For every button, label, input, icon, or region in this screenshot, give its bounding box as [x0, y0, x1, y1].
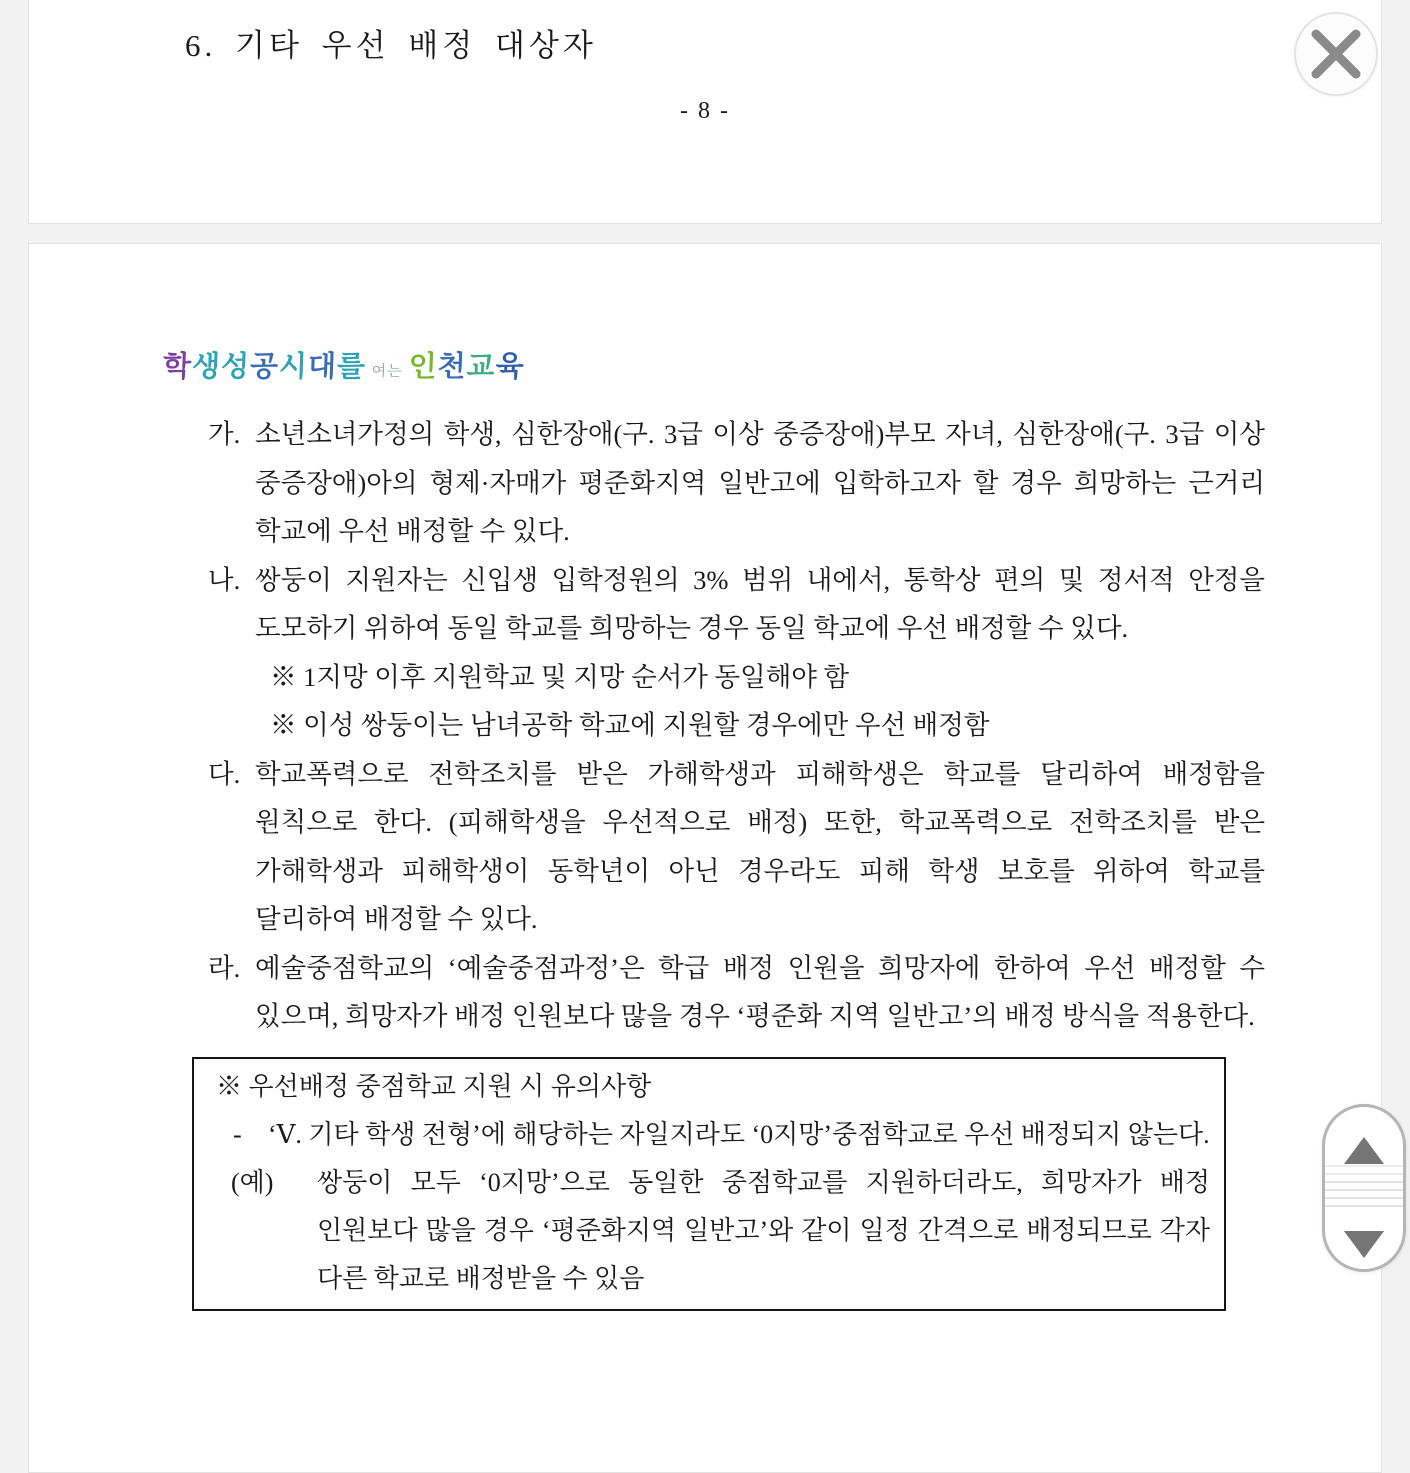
close-button[interactable] [1294, 12, 1378, 96]
logo-text-part: 시 [278, 349, 309, 383]
page-number: - 8 - [680, 98, 730, 124]
list-item-text: 소년소녀가정의 학생, 심한장애(구. 3급 이상 중증장애)부모 자녀, 심한장애(구. 3급 이상 중증장애)아의 형제·자매가 평준화지역 일반고에 입학하고자 할 경우 희망하는 근거리 학교에 우선 배정할 수 있다. [255, 419, 1265, 546]
triangle-down-icon [1344, 1231, 1384, 1258]
logo-text-part: 학 [162, 349, 193, 383]
list-item-label: 다. [208, 758, 241, 789]
notice-rule-label: - [233, 1119, 242, 1149]
list-item-ga [208, 410, 1265, 556]
notice-rule-text: 쌍둥이 모두 ‘0지망’으로 동일한 중점학교를 지원하더라도, 희망자가 배정 인원보다 많을 경우 ‘평준화지역 일반고’와 같이 일정 간격으로 배정되므로 각자 다른 학교로 배정받을 수 있음 [317, 1167, 1210, 1293]
list-item-text: 예술중점학교의 ‘예술중점과정’은 학급 배정 인원을 희망자에 한하여 우선 배정할 수 있으며, 희망자가 배정 인원보다 많을 경우 ‘평준화 지역 일반고’의 배정 방식을 적용한다. [255, 952, 1265, 1031]
sub-note: ※ 이성 쌍둥이는 남녀공학 학교에 지원할 경우에만 우선 배정함 [270, 710, 990, 740]
logo-text-part: 육 [495, 349, 526, 383]
triangle-up-icon [1344, 1137, 1384, 1164]
notice-box-rule [233, 1111, 1210, 1159]
page-previous [28, 0, 1382, 224]
notice-rule-text: ‘Ⅴ. 기타 학생 전형’에 해당하는 자일지라도 ‘0지망’중점학교로 우선 배정되지 않는다. [268, 1119, 1210, 1149]
page-current [28, 243, 1382, 1473]
scroll-grip[interactable] [1325, 1165, 1403, 1209]
document-body [29, 410, 1381, 1311]
logo-text-part: 천 [436, 349, 468, 383]
notice-rule-label: (예) [231, 1167, 274, 1197]
logo-text-part: 대 [307, 349, 338, 383]
scroll-down-button[interactable] [1325, 1213, 1403, 1265]
notice-box-title: ※ 우선배정 중점학교 지원 시 유의사항 [216, 1071, 652, 1101]
logo-text-part: 교 [466, 349, 497, 383]
list-item-text: 학교폭력으로 전학조치를 받은 가해학생과 피해학생은 학교를 달리하여 배정함을 원칙으로 한다. (피해학생을 우선적으로 배정) 또한, 학교폭력으로 전학조치를 받은 가해학생과 피해학생이 동학년이 아닌 경우라도 피해 학생 보호를 위하여 학교를 달리하여 배정할 수 있다. [255, 758, 1265, 934]
logo-text-part: 성 [220, 349, 251, 383]
incheon-education-logo [162, 344, 1381, 384]
list-item-label: 가. [208, 419, 241, 449]
close-icon [1296, 14, 1376, 94]
list-item-text: 쌍둥이 지원자는 신입생 입학정원의 3% 범위 내에서, 통학상 편의 및 정서적 안정을 도모하기 위하여 동일 학교를 희망하는 경우 동일 학교에 우선 배정할 수 있다. [255, 564, 1265, 643]
list-item-label: 나. [208, 564, 241, 595]
logo-text-part: 를 [336, 349, 367, 383]
list-item-na [208, 556, 1265, 653]
logo-text-part: 여는 [365, 362, 409, 380]
list-item-da [208, 750, 1265, 944]
list-item-label: 라. [208, 952, 241, 983]
sub-note: ※ 1지망 이후 지원학교 및 지망 순서가 동일해야 함 [270, 661, 850, 692]
scroll-widget [1322, 1104, 1406, 1272]
logo-text-part: 생 [191, 349, 222, 383]
notice-box [192, 1057, 1226, 1311]
section-heading: 6. 기타 우선 배정 대상자 [185, 28, 597, 63]
scroll-up-button[interactable] [1325, 1117, 1403, 1169]
notice-box-example [231, 1159, 1210, 1303]
logo-text-part: 공 [249, 349, 280, 383]
logo-text-part: 인 [407, 349, 439, 383]
list-item-ra [208, 944, 1265, 1041]
